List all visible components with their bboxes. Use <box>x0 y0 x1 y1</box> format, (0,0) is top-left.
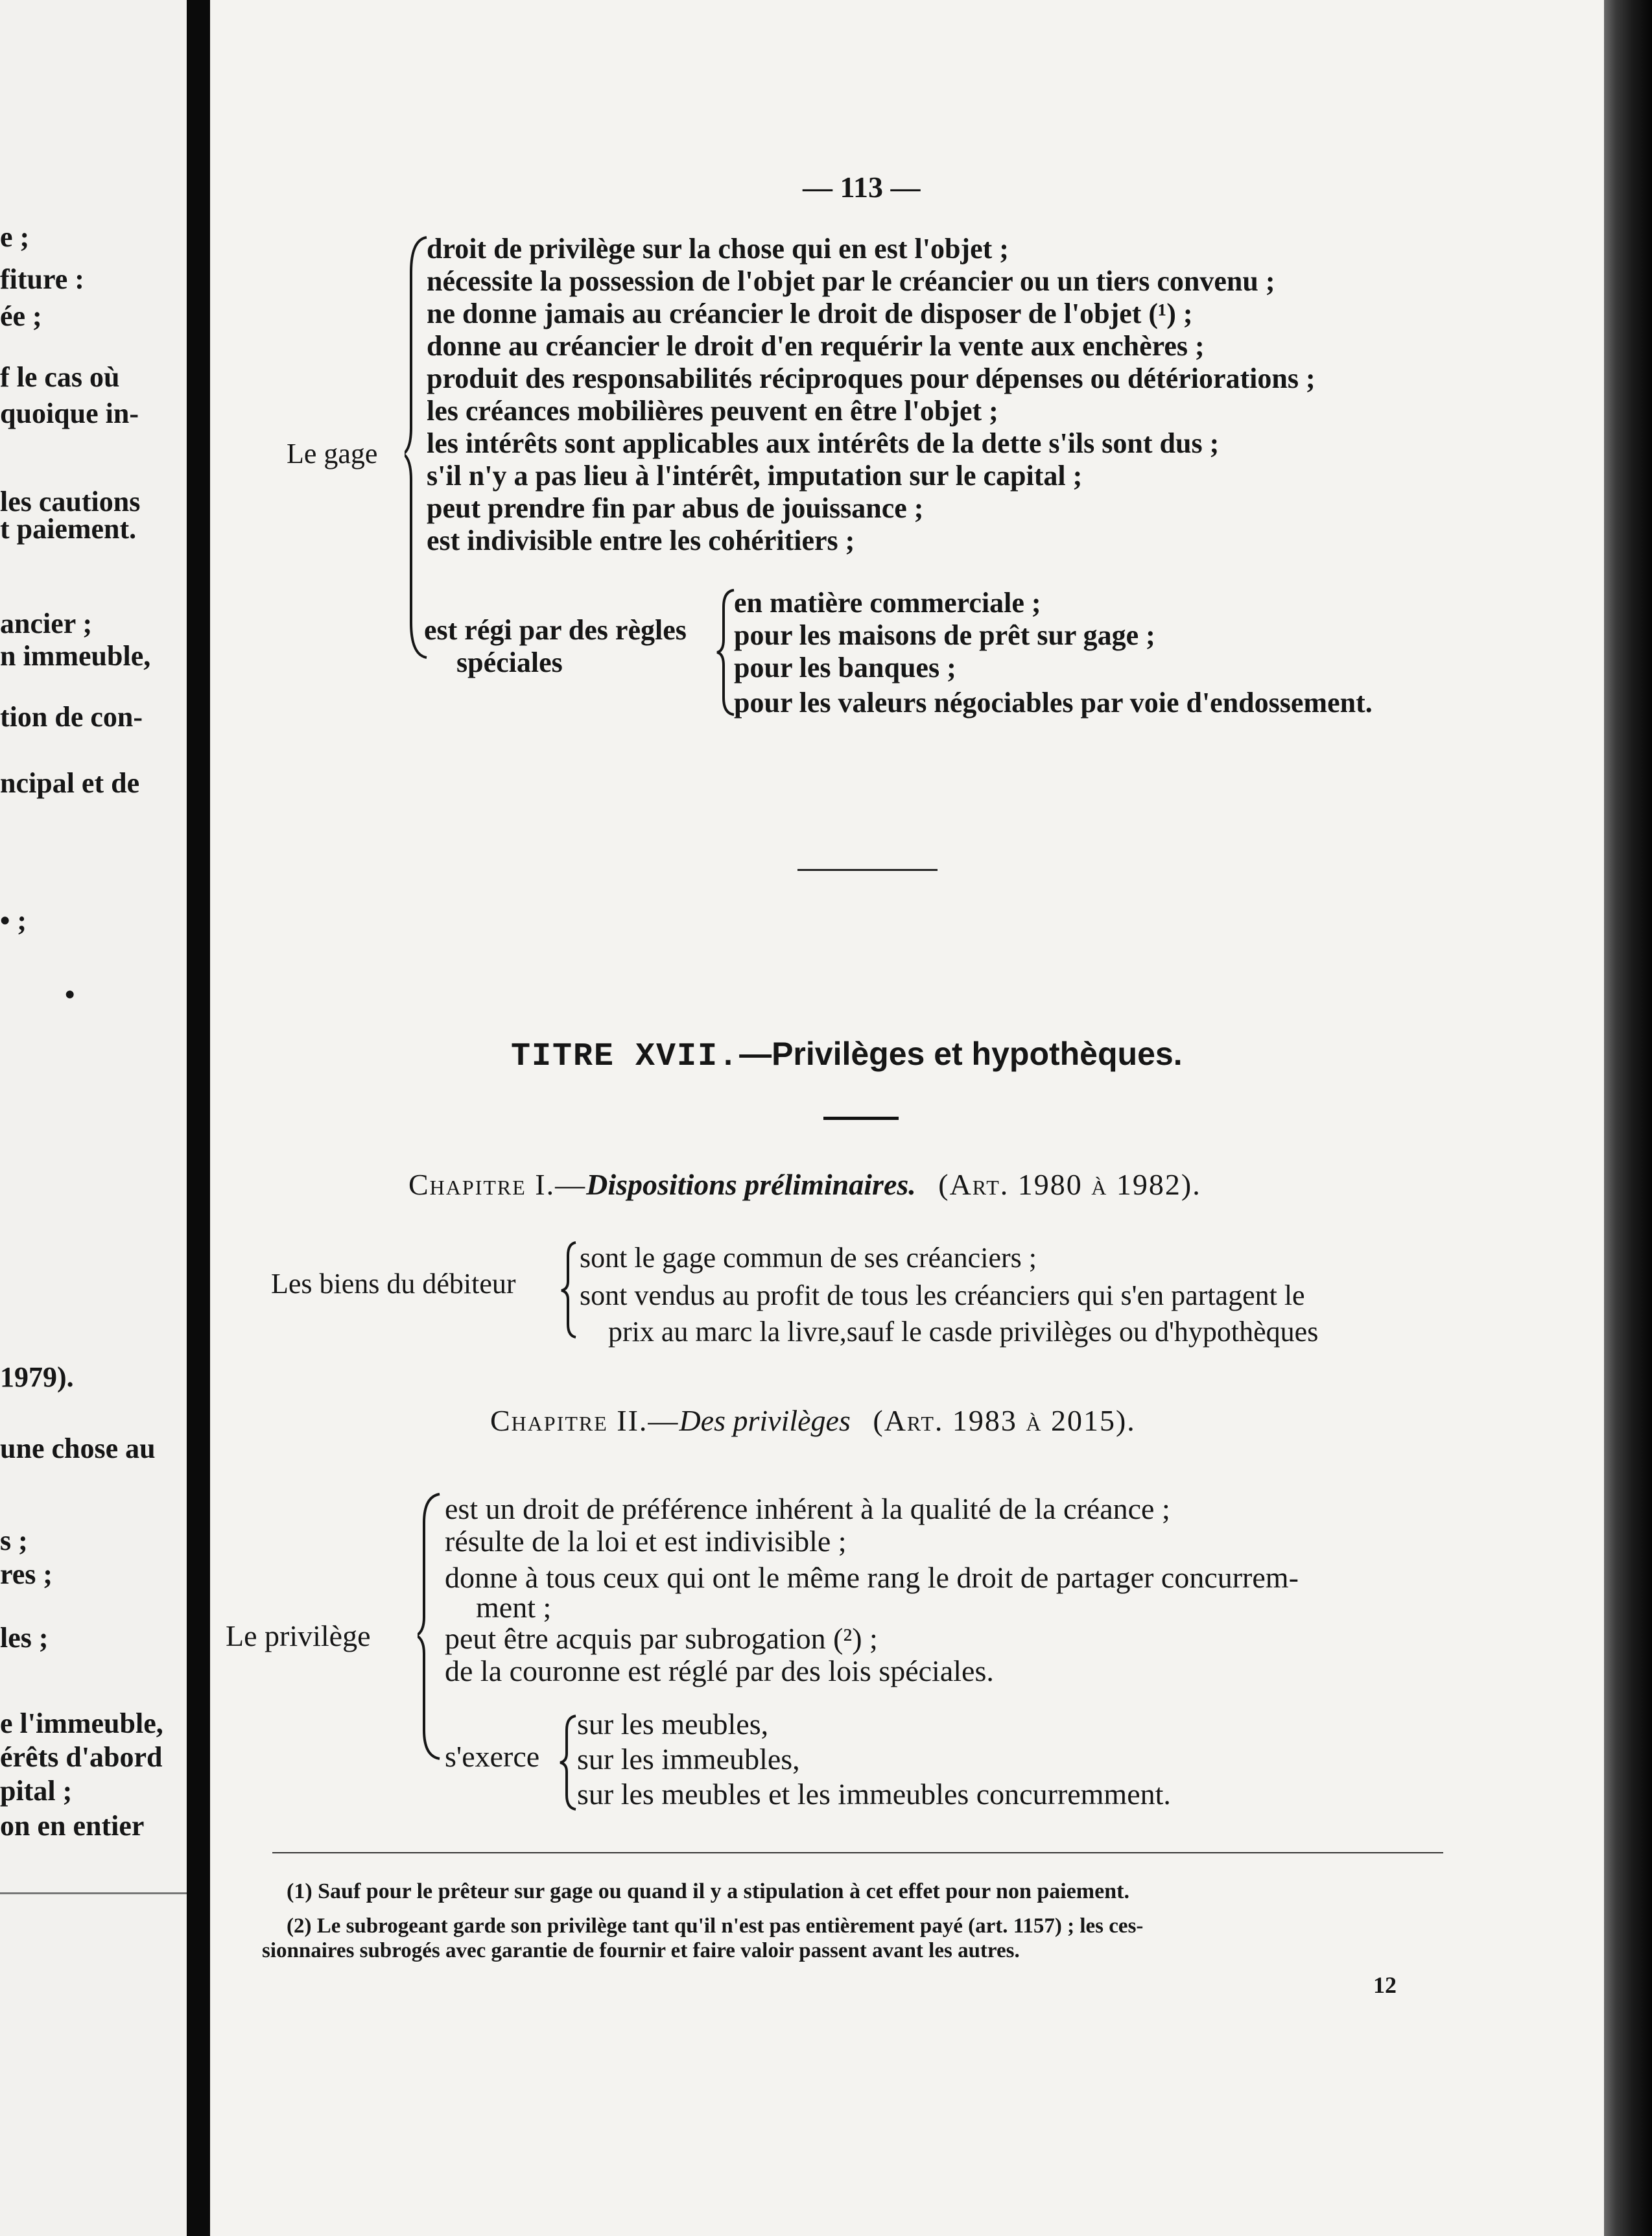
left-line: n immeuble, <box>0 640 151 672</box>
titre-rule <box>823 1117 899 1120</box>
gage-item: s'il n'y a pas lieu à l'intérêt, imputation sur le capital ; <box>427 460 1083 492</box>
privilege-item: est un droit de préférence inhérent à la qualité de la créance ; <box>445 1492 1170 1525</box>
signature-mark: 12 <box>1373 1972 1397 1998</box>
gage-regi-label: est régi par des règles <box>424 614 687 646</box>
biens-item: sont vendus au profit de tous les créanciers qui s'en partagent le <box>580 1279 1305 1311</box>
biens-item: prix au marc la livre,sauf le casde privilèges ou d'hypothèques <box>608 1316 1319 1348</box>
privilege-item: ment ; <box>476 1591 552 1624</box>
left-footnote-rule <box>0 1892 187 1894</box>
page-number: — 113 — <box>803 171 921 204</box>
privilege-item: peut être acquis par subrogation (²) ; <box>445 1622 878 1655</box>
left-line: une chose au <box>0 1433 156 1464</box>
chapitre1-title: Dispositions préliminaires. <box>586 1168 916 1201</box>
left-line: e l'immeuble, <box>0 1707 163 1739</box>
chapitre2-title: Des privilèges <box>679 1404 851 1437</box>
gage-regi-label: spéciales <box>456 647 563 678</box>
regi-item: en matière commerciale ; <box>734 587 1041 619</box>
left-line: érêts d'abord <box>0 1741 163 1773</box>
gage-item: est indivisible entre les cohéritiers ; <box>427 525 855 556</box>
chapitre2-head: Chapitre II.— <box>490 1404 679 1437</box>
titre-heading <box>511 1035 1183 1075</box>
gage-item: donne au créancier le droit d'en requérir la vente aux enchères ; <box>427 330 1205 362</box>
exerce-item: sur les immeubles, <box>577 1742 800 1776</box>
privilege-item: de la couronne est réglé par des lois spéciales. <box>445 1654 994 1687</box>
chapitre1-heading <box>408 1167 1201 1202</box>
left-facing-page <box>0 0 187 2236</box>
left-line: ancier ; <box>0 608 93 639</box>
gage-item: nécessite la possession de l'objet par le créancier ou un tiers convenu ; <box>427 265 1275 297</box>
gage-item: ne donne jamais au créancier le droit de disposer de l'objet (¹) ; <box>427 298 1193 329</box>
left-line: tion de con- <box>0 701 143 733</box>
regi-item: pour les valeurs négociables par voie d'endossement. <box>734 687 1373 719</box>
biens-item: sont le gage commun de ses créanciers ; <box>580 1242 1037 1274</box>
footnote-2-line1: (2) Le subrogeant garde son privilège tant qu'il n'est pas entièrement payé (art. 1157) ; les ces- <box>287 1914 1144 1938</box>
footnote-rule <box>272 1852 1443 1853</box>
left-line: res ; <box>0 1558 53 1590</box>
gage-item: les intérêts sont applicables aux intérêts de la dette s'ils sont dus ; <box>427 427 1220 459</box>
chapitre2-heading <box>490 1403 1136 1438</box>
left-line: • <box>65 979 75 1010</box>
page-gutter <box>187 0 210 2236</box>
exerce-item: sur les meubles et les immeubles concurremment. <box>577 1778 1171 1811</box>
gage-item: les créances mobilières peuvent en être l'objet ; <box>427 395 998 427</box>
exerce-item: sur les meubles, <box>577 1707 769 1741</box>
main-page <box>210 0 1604 2236</box>
left-line: e ; <box>0 221 30 253</box>
left-line: t paiement. <box>0 513 137 545</box>
regi-item: pour les maisons de prêt sur gage ; <box>734 619 1155 651</box>
privilege-item: résulte de la loi et est indivisible ; <box>445 1525 847 1558</box>
privilege-item: donne à tous ceux qui ont le même rang le droit de partager concurrem- <box>445 1561 1299 1594</box>
left-line: s ; <box>0 1525 28 1556</box>
left-line: fiture : <box>0 263 84 295</box>
privilege-label: Le privilège <box>226 1619 371 1652</box>
footnote-2-line2: sionnaires subrogés avec garantie de fournir et faire valoir passent avant les autres. <box>262 1939 1020 1962</box>
titre-rest: —Privilèges et hypothèques. <box>739 1036 1183 1072</box>
chapitre2-art: (Art. 1983 à 2015). <box>873 1404 1136 1437</box>
gage-item: produit des responsabilités réciproques pour dépenses ou détériorations ; <box>427 363 1316 394</box>
regi-item: pour les banques ; <box>734 652 956 684</box>
left-line: pital ; <box>0 1775 73 1807</box>
left-line: 1979). <box>0 1361 74 1393</box>
gage-item: peut prendre fin par abus de jouissance ; <box>427 492 924 524</box>
left-line: les cautions <box>0 486 141 517</box>
titre-prefix: TITRE XVII. <box>511 1038 740 1075</box>
left-line: ncipal et de <box>0 767 140 799</box>
privilege-brace <box>418 1490 443 1763</box>
biens-brace <box>560 1240 580 1340</box>
left-line: on en entier <box>0 1810 145 1842</box>
left-line: f le cas où <box>0 361 120 393</box>
exerce-label: s'exerce <box>445 1740 540 1773</box>
gage-item: droit de privilège sur la chose qui en est l'objet ; <box>427 233 1009 265</box>
gage-label: Le gage <box>287 438 378 470</box>
section-separator <box>797 869 938 871</box>
biens-label: Les biens du débiteur <box>271 1268 516 1300</box>
left-line: quoique in- <box>0 398 139 429</box>
page-edge-shadow <box>1604 0 1652 2236</box>
chapitre1-head: Chapitre I.— <box>408 1168 587 1201</box>
left-line: les ; <box>0 1622 49 1654</box>
left-line: ée ; <box>0 300 42 332</box>
chapitre1-art: (Art. 1980 à 1982). <box>938 1168 1201 1201</box>
left-line: • ; <box>0 905 27 936</box>
footnote-1: (1) Sauf pour le prêteur sur gage ou quand il y a stipulation à cet effet pour non paiement. <box>287 1879 1129 1903</box>
